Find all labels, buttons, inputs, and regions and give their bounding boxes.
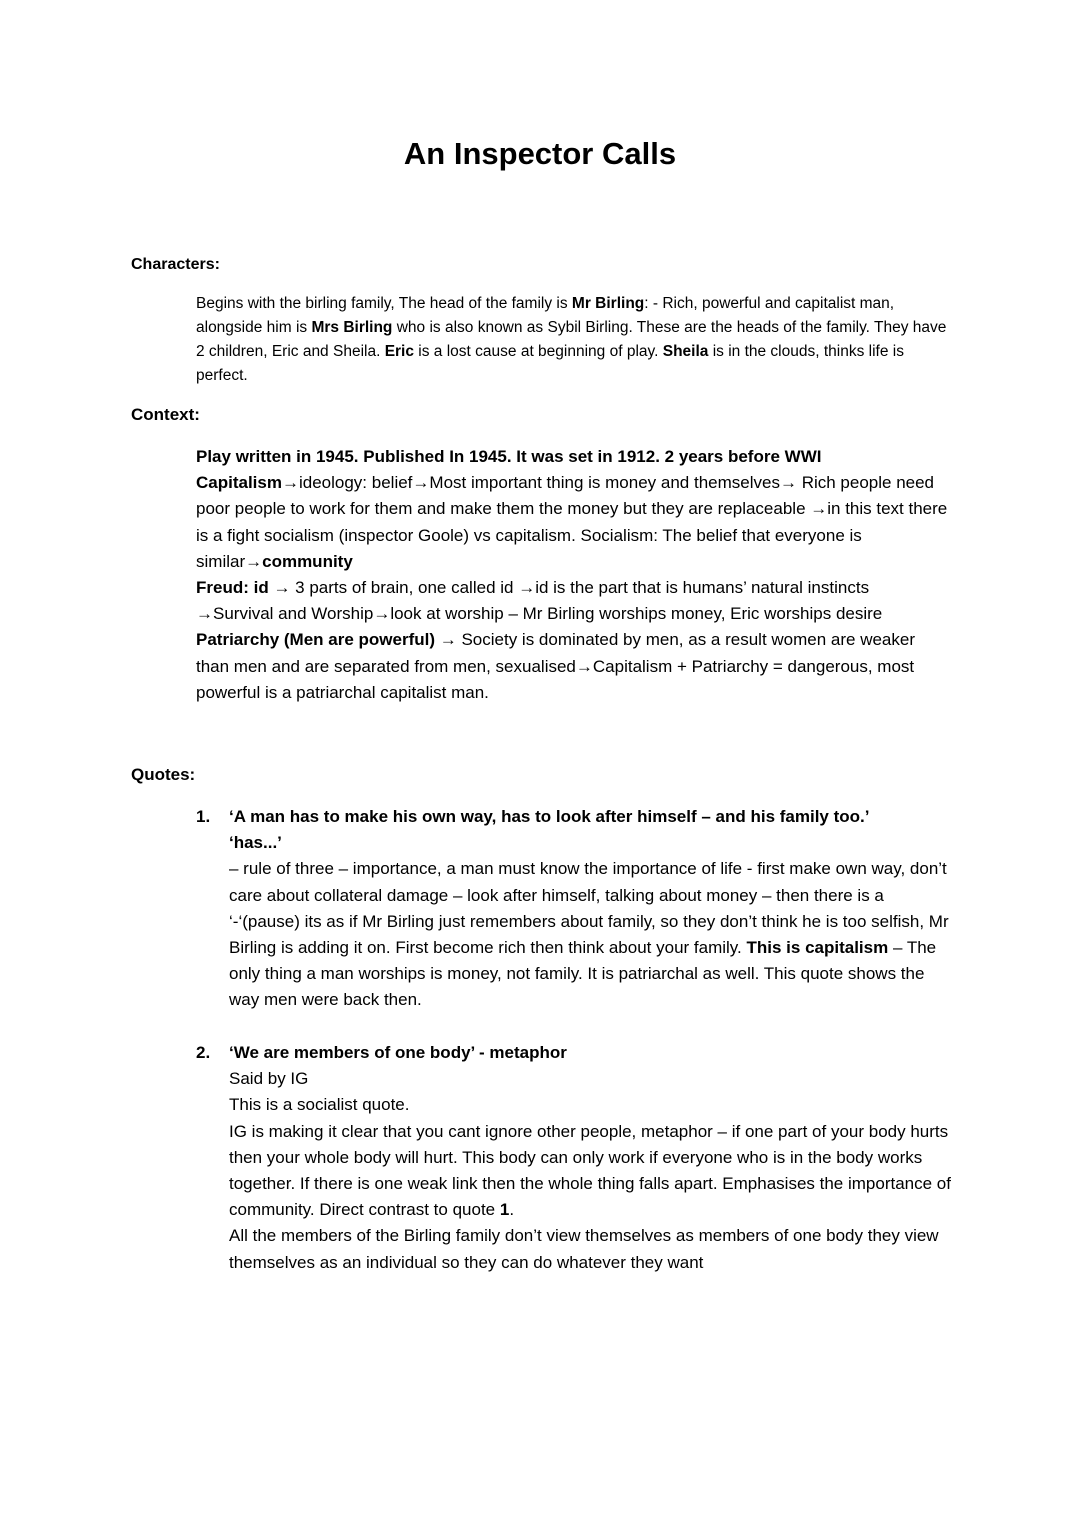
arrow-icon: → (196, 604, 213, 624)
quote-number: 2. (196, 1043, 211, 1062)
quote-number: 1. (196, 807, 211, 826)
arrow-icon: → (412, 473, 430, 493)
arrow-icon: → (779, 473, 797, 493)
quote-analysis: – rule of three – importance, a man must know the importance of life - first make own way, don’t care about collateral damage – look after himself, talking about money – then there is a ‘-‘(pause) its as if Mr Birling just remembers about family, so they don’t think he is too selfish, Mr Birling is adding it on. First become rich then think about your family. This is capitalism – The only thing a man worships is money, not family. It is patriarchal as well. This quote shows the way men were back then. (229, 859, 949, 1010)
characters-paragraph: Begins with the birling family, The head of the family is Mr Birling: - Rich, powerful and capitalist man, alongside him is Mrs Birling who is also known as Sybil Birling. These are the heads of the family. They have 2 children, Eric and Sheila. Eric is a lost cause at beginning of play. Sheila is in the clouds, thinks life is perfect. (196, 295, 947, 384)
arrow-icon: → (439, 630, 457, 650)
arrow-icon: → (245, 551, 263, 571)
context-line-date: Play written in 1945. Published In 1945. It was set in 1912. 2 years before WWI (196, 447, 822, 466)
quote-closing: All the members of the Birling family don’t view themselves as members of one body they view themselves as an individual so they can do whatever they want (229, 1226, 939, 1272)
context-freud: Freud: id → 3 parts of brain, one called id →id is the part that is humans’ natural instincts →Survival and Worship→look at worship – Mr Birling worships money, Eric worships desire (196, 578, 883, 624)
arrow-icon: → (518, 578, 536, 598)
quote-said-by: Said by IG (229, 1069, 309, 1089)
quote-socialist: This is a socialist quote. (229, 1095, 410, 1115)
quote-item-2 (196, 1040, 951, 1276)
context-paragraph (196, 444, 951, 706)
document-title: An Inspector Calls (403, 136, 677, 171)
quote-text: ‘A man has to make his own way, has to look after himself – and his family too.’ (229, 807, 870, 826)
quotes-heading: Quotes: (131, 765, 196, 784)
quote-sub: ‘has...’ (229, 833, 282, 853)
context-patriarchy: Patriarchy (Men are powerful) → Society is dominated by men, as a result women are weaker than men and are separated from men, sexualised→Capitalism + Patriarchy = dangerous, most powerful is a patriarchal capitalist man. (196, 630, 916, 702)
quote-text: ‘We are members of one body’ - metaphor (229, 1043, 567, 1062)
arrow-icon: → (810, 499, 828, 519)
arrow-icon: → (575, 656, 593, 676)
arrow-icon: → (373, 604, 391, 624)
arrow-icon: → (281, 473, 299, 493)
arrow-icon: → (273, 578, 291, 598)
quote-item-1 (196, 804, 951, 1014)
context-capitalism: Capitalism→ideology: belief→Most important thing is money and themselves→ Rich people need poor people to work for them and make them the money but they are replaceable →in this text there is a fight socialism (inspector Goole) vs capitalism. Socialism: The belief that everyone is similar→community (196, 473, 948, 571)
characters-heading: Characters: (131, 256, 220, 273)
quote-analysis: IG is making it clear that you cant ignore other people, metaphor – if one part of your body hurts then your whole body will hurt. This body can only work if everyone who is in the body works together. If there is one weak link then the whole thing falls apart. Emphasises the importance of community. Direct contrast to quote 1. (229, 1121, 951, 1220)
context-heading: Context: (131, 405, 200, 424)
